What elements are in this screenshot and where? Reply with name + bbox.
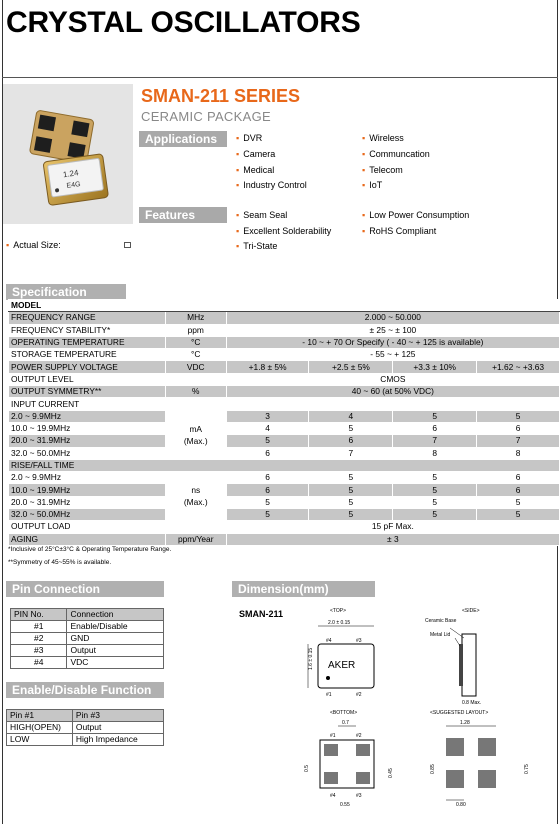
footnote: *Inclusive of 25°C±3°C & Operating Temperature Range. — [8, 546, 172, 553]
layout-pad — [446, 770, 464, 788]
title-divider — [2, 77, 558, 78]
table-row: 10.0 ~ 19.9MHz 6 5 5 6 — [9, 484, 560, 496]
app-item: ▪ IoT — [362, 180, 382, 190]
actual-size-label: ▪ Actual Size: — [6, 240, 61, 250]
table-row: FREQUENCY STABILITY* ppm ± 25 ~ ± 100 — [9, 324, 560, 336]
chip-marking-1: 1.24 — [62, 168, 80, 180]
table-row: OPERATING TEMPERATURE °C - 10 ~ + 70 Or Specify ( - 40 ~ + 125 is available) — [9, 336, 560, 348]
table-row — [9, 300, 560, 312]
table-row: OUTPUT SYMMETRY** % 40 ~ 60 (at 50% VDC) — [9, 386, 560, 398]
bottom-view-label: <BOTTOM> — [330, 710, 358, 716]
footnote: **Symmetry of 45~55% is available. — [8, 559, 112, 566]
table-row: 20.0 ~ 31.9MHz 5 6 7 7 — [9, 435, 560, 447]
metal-lid-label: Metal Lid — [430, 632, 451, 638]
app-item: ▪ Wireless — [362, 133, 404, 143]
page-title: CRYSTAL OSCILLATORS — [6, 6, 361, 39]
table-row: FREQUENCY RANGE MHz 2.000 ~ 50.000 — [9, 312, 560, 324]
table-row: INPUT CURRENT — [9, 398, 560, 410]
pin-label: #2 — [356, 733, 362, 739]
ceramic-base-label: Ceramic Base — [425, 618, 457, 624]
table-row: LOW High Impedance — [7, 734, 164, 746]
input-current-unit: mA (Max.) — [165, 410, 226, 459]
table-row: #4 VDC — [11, 657, 164, 669]
layout-pad — [446, 738, 464, 756]
pin-label: #3 — [356, 793, 362, 799]
actual-size-square — [124, 242, 131, 248]
table-row: 2.0 ~ 9.9MHz ns (Max.) 6 5 5 6 — [9, 472, 560, 484]
side-view-package — [462, 634, 476, 696]
table-row: RISE/FALL TIME — [9, 459, 560, 471]
pin-label: #1 — [326, 692, 332, 698]
max-height-label: 0.8 Max. — [462, 700, 482, 706]
pin-label: #2 — [356, 692, 362, 698]
pin-label: #1 — [330, 733, 336, 739]
table-row: #2 GND — [11, 633, 164, 645]
dimension-model-label: SMAN-211 — [239, 609, 284, 619]
table-row: STORAGE TEMPERATURE °C - 55 ~ + 125 — [9, 349, 560, 361]
specification-heading: Specification — [6, 284, 126, 300]
package-subtitle: CERAMIC PACKAGE — [141, 109, 271, 124]
pin1-dot — [326, 676, 330, 680]
feature-item: ▪ Seam Seal — [236, 210, 287, 220]
app-item: ▪ Communcation — [362, 149, 430, 159]
dim-label: 0.85 — [430, 764, 436, 774]
dim-top-width: 2.0 ± 0.15 — [328, 620, 351, 626]
dim-label: 0.75 — [524, 764, 530, 774]
table-row: Pin #1 Pin #3 — [7, 710, 164, 722]
table-row: PIN No. Connection — [11, 609, 164, 621]
feature-item: ▪ Excellent Solderability — [236, 226, 331, 236]
side-view-label: <SIDE> — [462, 608, 480, 614]
features-heading: Features — [139, 207, 227, 223]
dim-label: 0.80 — [456, 802, 466, 808]
dim-label: 0.55 — [340, 802, 350, 808]
table-row: 20.0 ~ 31.9MHz 5 5 5 5 — [9, 496, 560, 508]
table-row: #3 Output — [11, 645, 164, 657]
specification-table — [8, 299, 560, 546]
app-item: ▪ Industry Control — [236, 180, 307, 190]
table-row: OUTPUT LOAD 15 pF Max. — [9, 521, 560, 533]
app-item: ▪ Telecom — [362, 165, 403, 175]
model-header: MODEL — [9, 300, 560, 312]
feature-item: ▪ RoHS Compliant — [362, 226, 436, 236]
pin-label: #4 — [326, 638, 332, 644]
table-row: 32.0 ~ 50.0MHz 5 5 5 5 — [9, 509, 560, 521]
app-item: ▪ Medical — [236, 165, 274, 175]
table-row: 2.0 ~ 9.9MHz mA (Max.) 3 4 5 5 — [9, 410, 560, 422]
layout-view-label: <SUGGESTED LAYOUT> — [430, 710, 489, 716]
oscillator-image — [3, 84, 133, 224]
feature-item: ▪ Low Power Consumption — [362, 210, 469, 220]
enable-disable-table — [6, 709, 164, 746]
pin-connection-heading: Pin Connection — [6, 581, 164, 597]
feature-item: ▪ Tri-State — [236, 241, 277, 251]
app-item: ▪ Camera — [236, 149, 275, 159]
dimension-heading: Dimension(mm) — [232, 581, 375, 597]
rise-fall-unit: ns (Max.) — [165, 472, 226, 521]
dim-label: 0.7 — [342, 720, 349, 726]
table-row: OUTPUT LEVEL CMOS — [9, 373, 560, 385]
pin-label: #4 — [330, 793, 336, 799]
dim-label: 0.45 — [388, 768, 394, 778]
pin-label: #3 — [356, 638, 362, 644]
table-row: HIGH(OPEN) Output — [7, 722, 164, 734]
package-marking: AKER — [328, 660, 356, 671]
table-row: AGING ppm/Year ± 3 — [9, 533, 560, 545]
dim-top-height: 1.6 ± 0.15 — [308, 647, 314, 670]
table-row: 10.0 ~ 19.9MHz 4 5 6 6 — [9, 422, 560, 434]
series-title: SMAN-211 SERIES — [141, 86, 301, 106]
table-row: 32.0 ~ 50.0MHz 6 7 8 8 — [9, 447, 560, 459]
dim-label: 1.28 — [460, 720, 470, 726]
layout-pad — [478, 770, 496, 788]
applications-heading: Applications — [139, 131, 227, 147]
pin-connection-table — [10, 608, 164, 669]
table-row: POWER SUPPLY VOLTAGE VDC +1.8 ± 5% +2.5 ± 5% +3.3 ± 10% +1.62 ~ +3.63 — [9, 361, 560, 373]
chip-marking-2: E4G — [66, 181, 81, 190]
layout-pad — [478, 738, 496, 756]
dimension-drawing — [250, 604, 550, 814]
dim-label: 0.5 — [304, 765, 310, 772]
enable-disable-heading: Enable/Disable Function — [6, 682, 164, 698]
top-view-label: <TOP> — [330, 608, 347, 614]
product-photo — [3, 84, 133, 224]
app-item: ▪ DVR — [236, 133, 262, 143]
table-row: #1 Enable/Disable — [11, 621, 164, 633]
